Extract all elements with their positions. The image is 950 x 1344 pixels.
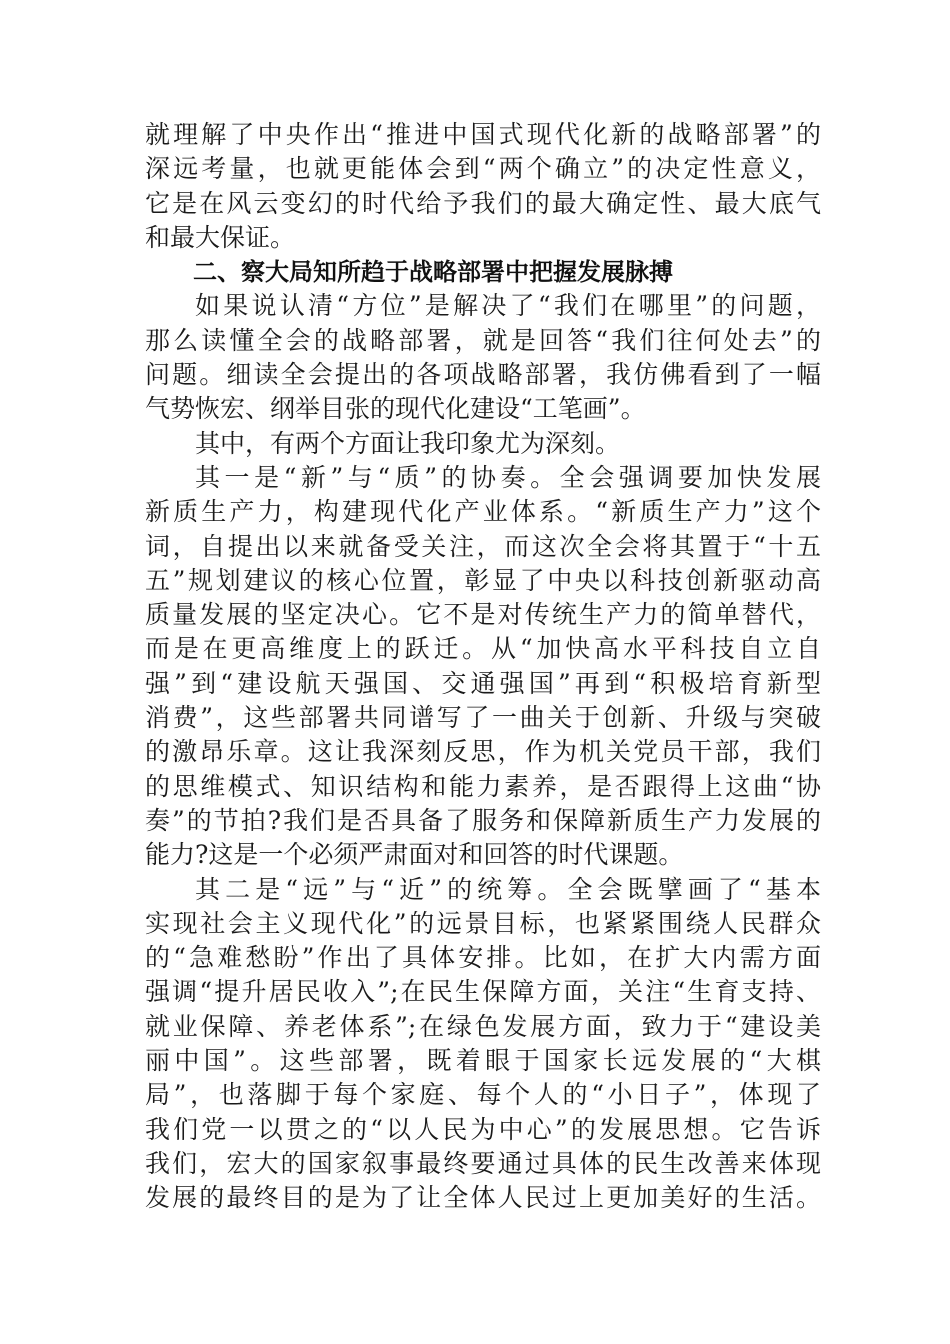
- text-line: 新质生产力，构建现代化产业体系。“新质生产力”这个: [145, 497, 821, 527]
- text-line: 如果说认清“方位”是解决了“我们在哪里”的问题，: [195, 291, 821, 321]
- paragraph-continuation: [145, 118, 821, 255]
- text-line: 的“急难愁盼”作出了具体安排。比如，在扩大内需方面: [145, 943, 821, 973]
- paragraph-strategic-deployment: [145, 289, 821, 426]
- text-line: 它是在风云变幻的时代给予我们的最大确定性、最大底气: [145, 188, 821, 218]
- section-heading: [145, 255, 821, 289]
- section-heading-text: 二、察大局知所趋于战略部署中把握发展脉搏: [193, 258, 673, 287]
- text-line: 五”规划建议的核心位置，彰显了中央以科技创新驱动高: [145, 565, 821, 595]
- text-line: 其一是“新”与“质”的协奏。全会强调要加快发展: [195, 462, 821, 492]
- text-line: 强调“提升居民收入”;在民生保障方面，关注“生育支持、: [145, 977, 821, 1007]
- paragraph-two-aspects: [145, 427, 821, 461]
- text-line: 强”到“建设航天强国、交通强国”再到“积极培育新型: [145, 668, 821, 698]
- text-line: 而是在更高维度上的跃迁。从“加快高水平科技自立自: [145, 634, 821, 664]
- text-line: 那么读懂全会的战略部署，就是回答“我们往何处去”的: [145, 325, 821, 355]
- document-body: [145, 118, 821, 1216]
- text-line: 我们党一以贯之的“以人民为中心”的发展思想。它告诉: [145, 1114, 821, 1144]
- paragraph-first-aspect: [145, 461, 821, 873]
- text-line: 词，自提出以来就备受关注，而这次全会将其置于“十五: [145, 531, 821, 561]
- text-line: 奏”的节拍?我们是否具备了服务和保障新质生产力发展的: [145, 805, 821, 835]
- text-line: 问题。细读全会提出的各项战略部署，我仿佛看到了一幅: [145, 360, 821, 390]
- text-line: 就理解了中央作出“推进中国式现代化新的战略部署”的: [145, 120, 821, 149]
- text-line: 就业保障、养老体系”;在绿色发展方面，致力于“建设美: [145, 1011, 821, 1041]
- text-line: 其二是“远”与“近”的统筹。全会既擘画了“基本: [195, 874, 821, 904]
- text-line: 和最大保证。: [145, 222, 296, 252]
- text-line: 其中，有两个方面让我印象尤为深刻。: [195, 428, 621, 458]
- text-line: 能力?这是一个必须严肃面对和回答的时代课题。: [145, 840, 684, 870]
- text-line: 我们，宏大的国家叙事最终要通过具体的民生改善来体现: [145, 1148, 821, 1178]
- paragraph-second-aspect: [145, 873, 821, 1216]
- text-line: 深远考量，也就更能体会到“两个确立”的决定性意义，: [145, 154, 821, 184]
- text-line: 质量发展的坚定决心。它不是对传统生产力的简单替代，: [145, 600, 821, 630]
- text-line: 消费”，这些部署共同谱写了一曲关于创新、升级与突破: [145, 703, 821, 733]
- text-line: 丽中国”。这些部署，既着眼于国家长远发展的“大棋: [145, 1046, 821, 1076]
- text-line: 局”，也落脚于每个家庭、每个人的“小日子”，体现了: [145, 1080, 821, 1110]
- text-line: 实现社会主义现代化”的远景目标，也紧紧围绕人民群众: [145, 908, 821, 938]
- text-line: 的思维模式、知识结构和能力素养，是否跟得上这曲“协: [145, 771, 821, 801]
- text-line: 发展的最终目的是为了让全体人民过上更加美好的生活。: [145, 1183, 821, 1213]
- text-line: 的激昂乐章。这让我深刻反思，作为机关党员干部，我们: [145, 737, 821, 767]
- text-line: 气势恢宏、纲举目张的现代化建设“工笔画”。: [145, 394, 646, 424]
